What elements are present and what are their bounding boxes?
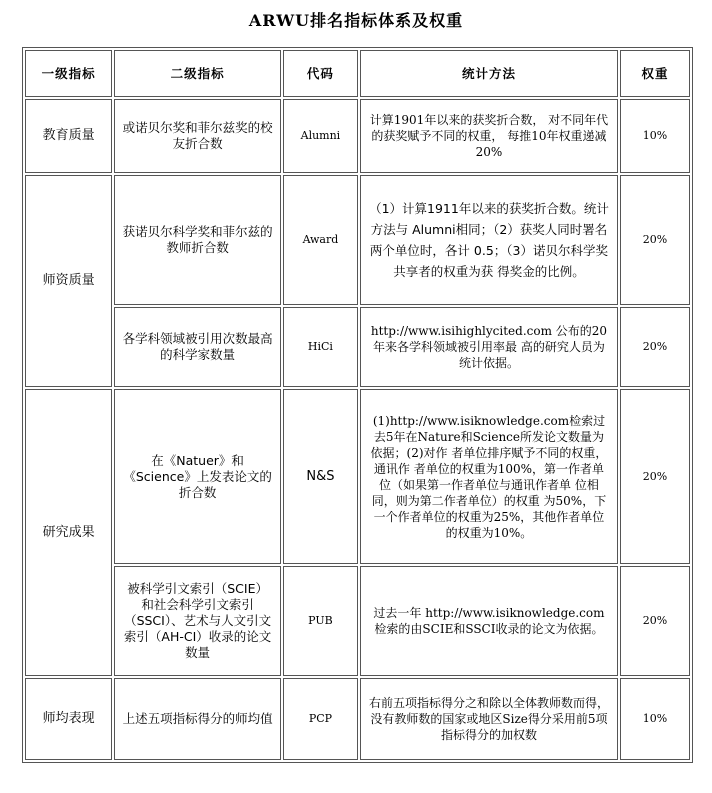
level2-cell: 上述五项指标得分的师均值 (114, 678, 281, 760)
weight-cell: 10% (620, 99, 690, 173)
method-cell: 过去一年 http://www.isiknowledge.com检索的由SCIE和SSCI收录的论文为依据。 (360, 566, 618, 676)
page-title: ARWU排名指标体系及权重 (248, 11, 464, 30)
indicator-table (22, 47, 693, 763)
table-row (25, 678, 690, 760)
method-cell: 右前五项指标得分之和除以全体教师数而得，没有教师数的国家或地区Size得分采用前5项指标得分的加权数 (360, 678, 618, 760)
method-cell: 计算1901年以来的获奖折合数， 对不同年代的获奖赋予不同的权重， 每推10年权重递减20% (360, 99, 618, 173)
header-weight: 权重 (620, 50, 690, 97)
code-cell: Award (283, 175, 358, 305)
code-cell: PUB (283, 566, 358, 676)
weight-cell: 20% (620, 566, 690, 676)
header-level2: 二级指标 (114, 50, 281, 97)
table-row (25, 389, 690, 564)
header-code: 代码 (283, 50, 358, 97)
level2-cell: 或诺贝尔奖和菲尔兹奖的校友折合数 (114, 99, 281, 173)
level1-cell: 师均表现 (25, 678, 112, 760)
table-header-row (25, 50, 690, 97)
code-cell: N&S (283, 389, 358, 564)
header-method: 统计方法 (360, 50, 618, 97)
table-row (25, 175, 690, 305)
code-cell: Alumni (283, 99, 358, 173)
weight-cell: 20% (620, 389, 690, 564)
header-level1: 一级指标 (25, 50, 112, 97)
method-cell: (1)http://www.isiknowledge.com检索过去5年在Nature和Science所发论文数量为依据；(2)对作 者单位排序赋予不同的权重，通讯作 者单位的权重为100%，第一作者单 位（如果第一作者单位与通讯作者单 位相同，则为第二作者单位）的权重 为50%，下一个作者单位的权重为25%，其他作者单位的权重为10%。 (360, 389, 618, 564)
code-cell: PCP (283, 678, 358, 760)
table-row (25, 566, 690, 676)
level2-cell: 在《Natuer》和《Science》上发表论文的折合数 (114, 389, 281, 564)
level1-cell: 师资质量 (25, 175, 112, 387)
method-cell: （1）计算1911年以来的获奖折合数。统计方法与 Alumni相同；（2）获奖人同时署名两个单位时，各计 0.5；（3）诺贝尔科学奖共享者的权重为获 得奖金的比例。 (360, 175, 618, 305)
weight-cell: 10% (620, 678, 690, 760)
weight-cell: 20% (620, 175, 690, 305)
level1-cell: 研究成果 (25, 389, 112, 676)
weight-cell: 20% (620, 307, 690, 387)
method-cell: http://www.isihighlycited.com 公布的20年来各学科领域被引用率最 高的研究人员为统计依据。 (360, 307, 618, 387)
table-row (25, 99, 690, 173)
level2-cell: 获诺贝尔科学奖和菲尔兹的教师折合数 (114, 175, 281, 305)
code-cell: HiCi (283, 307, 358, 387)
table-row (25, 307, 690, 387)
level2-cell: 各学科领域被引用次数最高的科学家数量 (114, 307, 281, 387)
level1-cell: 教育质量 (25, 99, 112, 173)
level2-cell: 被科学引文索引（SCIE）和社会科学引文索引（SSCI）、艺术与人文引文索引（AH-CI）收录的论文数量 (114, 566, 281, 676)
